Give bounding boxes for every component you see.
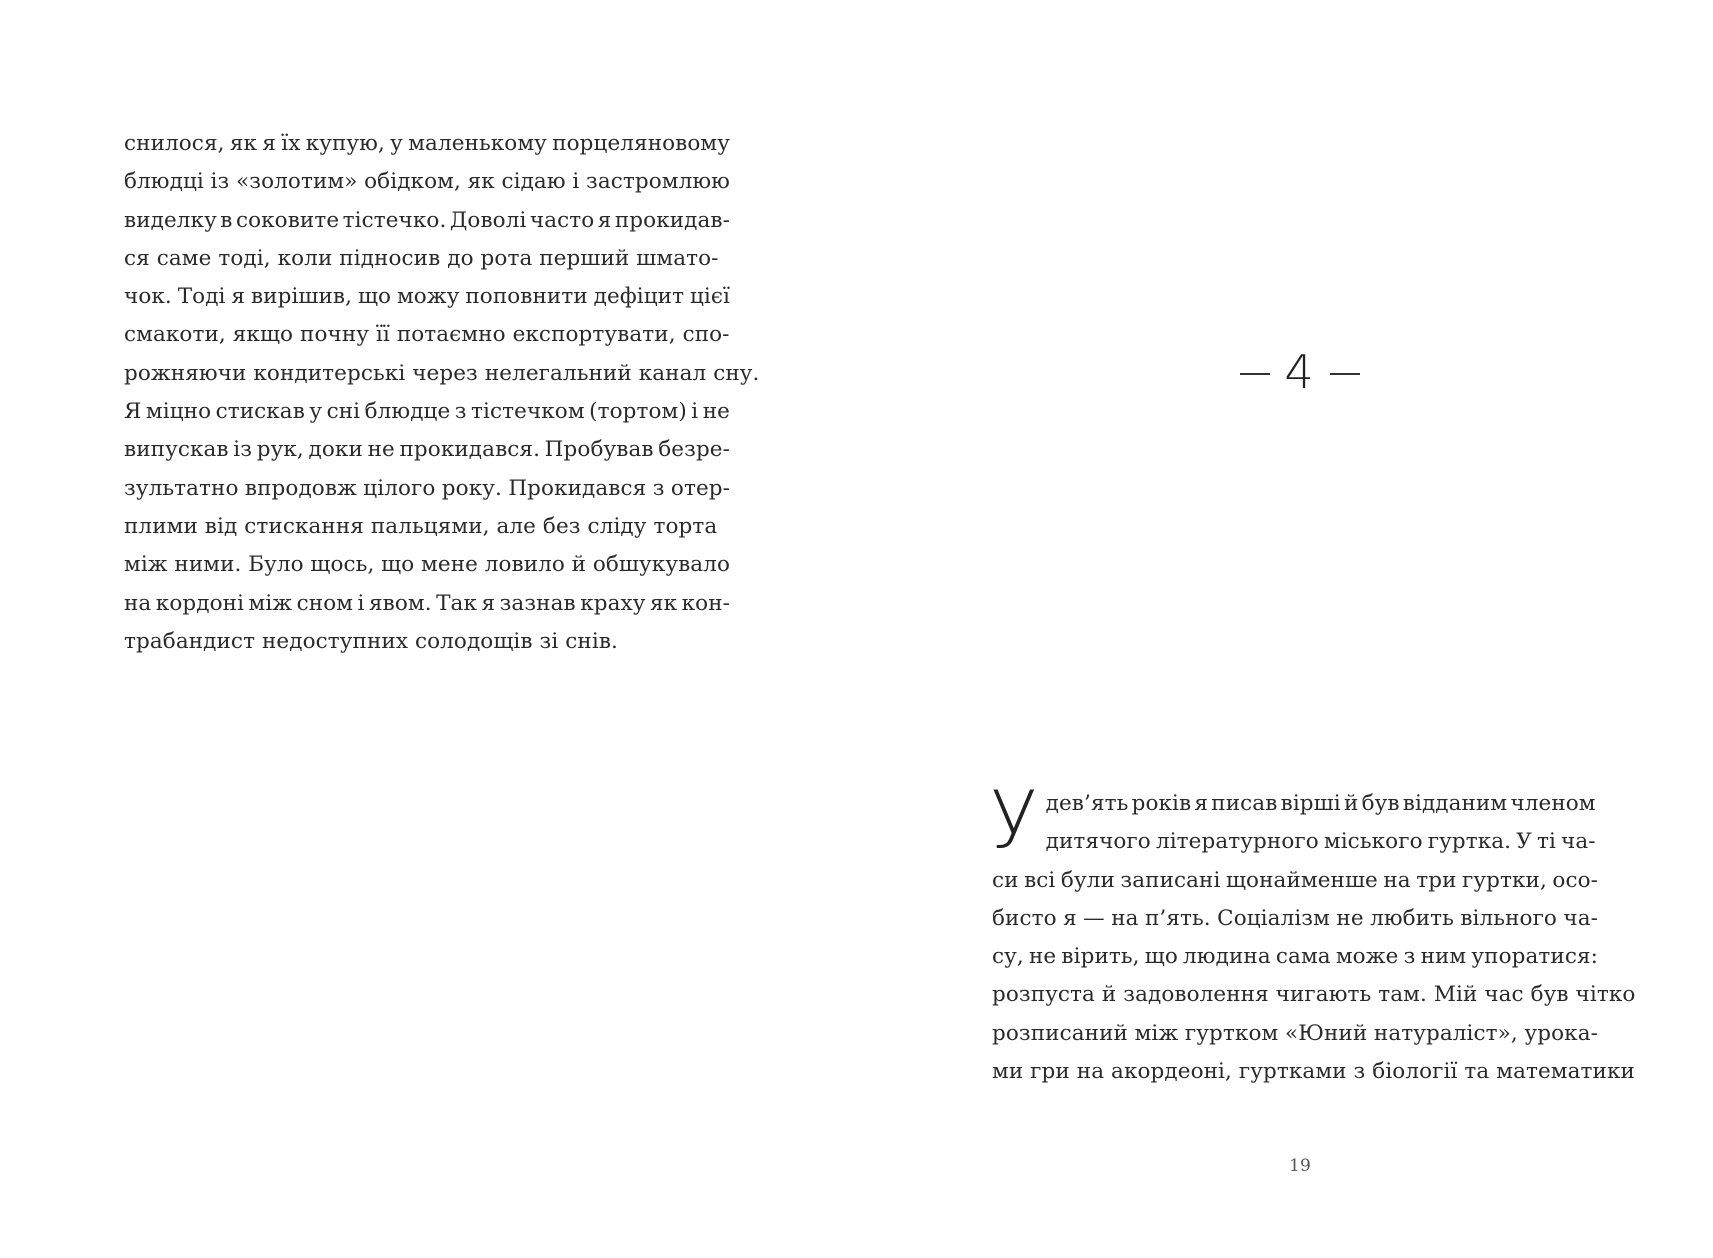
chapter-heading — [1000, 345, 1600, 399]
text-line: дев’ять років я писав вірші й був відданим членом — [1045, 791, 1596, 816]
text-line: смакоти, якщо почну її потаємно експортувати, спо- — [124, 322, 730, 348]
left-page-text — [124, 125, 760, 661]
right-page — [856, 0, 1713, 1258]
text-line: розписаний між гуртком «Юний натураліст», урока- — [992, 1020, 1598, 1046]
text-line: чок. Тоді я вирішив, що можу поповнити дефіцит цієї — [124, 284, 730, 310]
text-line: розпуста й задоволення чигають там. Мій час був чітко — [992, 982, 1636, 1008]
text-line: Я міцно стискав у сні блюдце з тістечком (тортом) і не — [124, 399, 730, 425]
text-line: плими від стискання пальцями, але без сліду торта — [124, 513, 718, 539]
right-page-text — [990, 776, 1636, 1091]
text-line: блюдці із «золотим» обідком, як сідаю і застромлюю — [124, 169, 730, 195]
dash-left — [1240, 373, 1270, 375]
text-line: снилося, як я їх купую, у маленькому порцеляновому — [124, 131, 730, 156]
text-line: си всі були записані щонайменше на три гуртки, осо- — [992, 867, 1598, 893]
text-line: трабандист недоступних солодощів зі снів. — [124, 628, 618, 654]
text-line: зультатно впродовж цілого року. Прокидався з отер- — [124, 475, 730, 501]
text-line: між ними. Було щось, що мене ловило й обшукувало — [124, 552, 730, 578]
text-line: виделку в соковите тістечко. Доволі часто я прокидав- — [124, 207, 730, 233]
chapter-number: 4 — [1284, 345, 1316, 399]
text-line: дитячого літературного міського гуртка. У ті ча- — [1045, 829, 1596, 855]
text-line: рожняючи кондитерські через нелегальний канал сну. — [124, 360, 760, 386]
page-number: 19 — [1289, 1156, 1311, 1176]
text-line: на кордоні між сном і явом. Так я зазнав краху як кон- — [124, 590, 730, 616]
text-line: бисто я — на п’ять. Соціалізм не любить вільного ча- — [992, 905, 1598, 931]
text-line: випускав із рук, доки не прокидався. Пробував безре- — [124, 437, 730, 463]
text-line: ся саме тоді, коли підносив до рота перший шмато- — [124, 245, 719, 271]
left-page — [0, 0, 856, 1258]
text-line: ми гри на акордеоні, гуртками з біології та математики — [992, 1059, 1635, 1085]
text-line: су, не вірить, що людина сама може з ним упоратися: — [992, 944, 1598, 970]
dash-right — [1330, 373, 1360, 375]
drop-cap: У — [990, 776, 1038, 866]
